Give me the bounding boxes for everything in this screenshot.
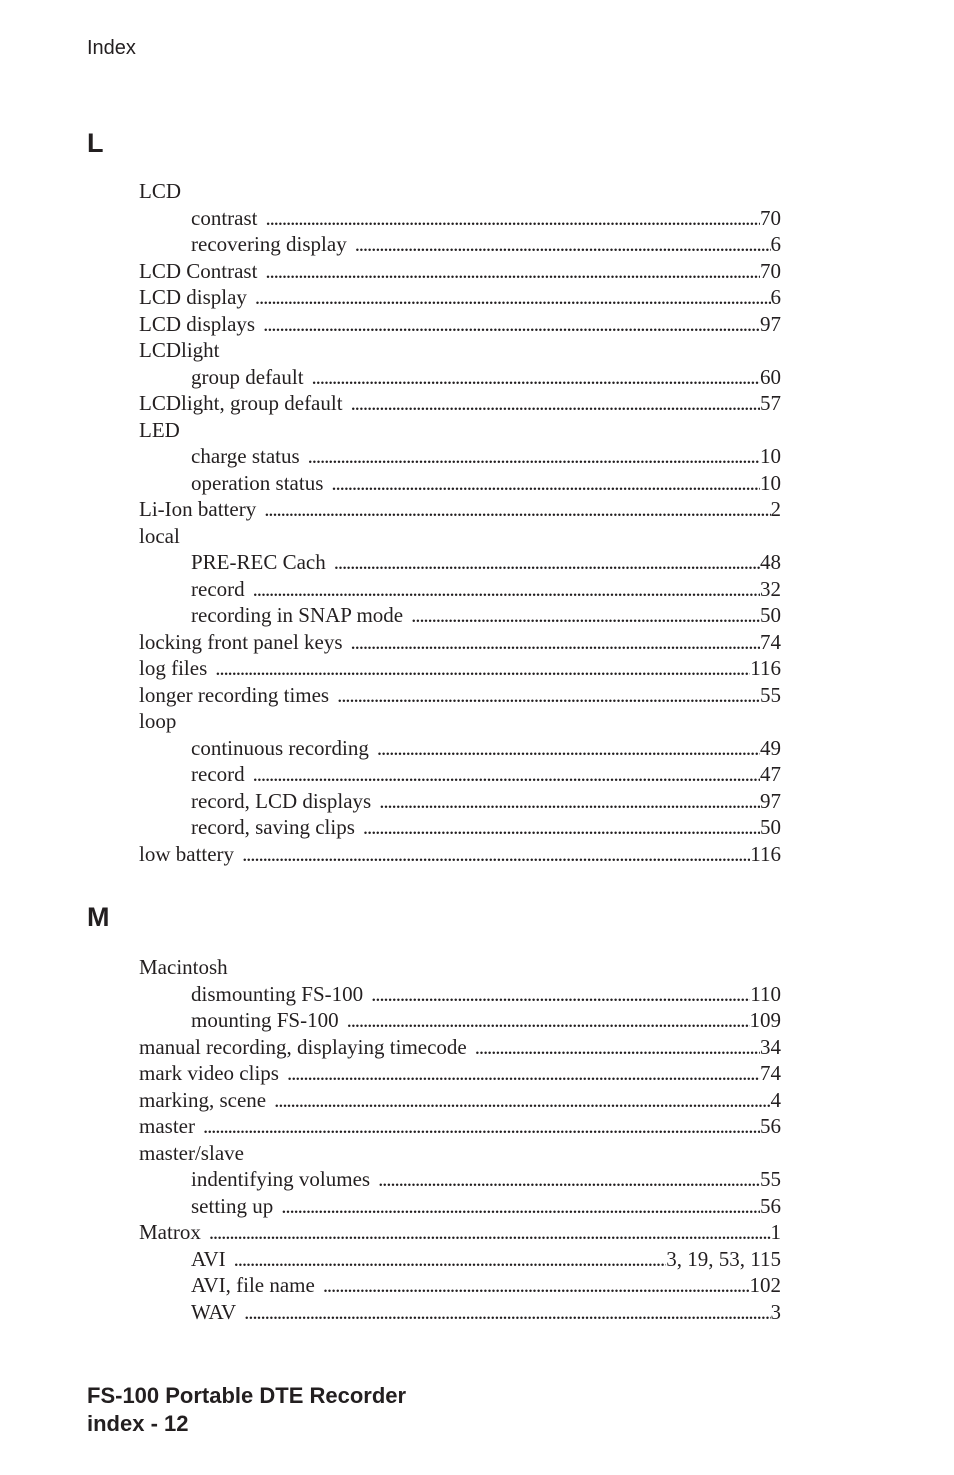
entry-term: record [191, 762, 245, 786]
dot-leader [274, 1087, 770, 1114]
entry-page-ref: 116 [750, 656, 781, 680]
entry-page-ref: 50 [760, 603, 781, 627]
entry-term: operation status [191, 470, 324, 495]
entry-term: AVI, file name [191, 1273, 315, 1297]
entry-term: LCD display [139, 285, 247, 309]
entry-term: WAV [191, 1299, 237, 1324]
dot-leader [337, 682, 760, 709]
entry-term: LCD Contrast [139, 258, 258, 283]
index-subentry [139, 788, 781, 815]
entry-term: setting up [191, 1193, 274, 1218]
entry-term: recording in SNAP mode [191, 603, 404, 627]
dot-leader [287, 1060, 760, 1087]
index-subentry [139, 602, 781, 629]
entry-page-ref: 70 [760, 205, 781, 230]
index-entry [139, 1087, 781, 1114]
entry-term: LED [139, 417, 180, 442]
index-entry [139, 390, 781, 417]
index-list-l [139, 178, 781, 867]
index-entry [139, 841, 781, 868]
entry-page-ref: 57 [760, 391, 781, 415]
entry-page-ref: 74 [760, 1061, 781, 1085]
entry-term: recovering display [191, 232, 347, 256]
dot-leader [264, 496, 770, 523]
entry-term: Li-Ion battery [139, 497, 257, 521]
entry-page-ref: 70 [760, 258, 781, 283]
index-subentry [139, 364, 781, 391]
index-list-m [139, 954, 781, 1325]
index-subentry [139, 981, 781, 1008]
entry-term: record [191, 576, 245, 601]
entry-page-ref: 56 [760, 1114, 781, 1138]
document-title: FS-100 Portable DTE Recorder [87, 1383, 407, 1408]
entry-term: LCDlight [139, 338, 220, 362]
entry-page-ref: 3 [770, 1299, 781, 1324]
entry-term: Macintosh [139, 955, 228, 979]
index-entry [139, 1219, 781, 1246]
index-entry [139, 496, 781, 523]
index-subentry [139, 205, 781, 232]
index-entry [139, 708, 781, 735]
section-letter-m: M [87, 902, 110, 932]
entry-page-ref: 55 [760, 1167, 781, 1191]
entry-term: mark video clips [139, 1061, 279, 1085]
index-subentry [139, 576, 781, 603]
dot-leader [215, 655, 750, 682]
dot-leader [334, 549, 760, 576]
entry-page-ref: 116 [750, 841, 781, 866]
dot-leader [351, 629, 760, 656]
entry-page-ref: 55 [760, 682, 781, 707]
dot-leader [255, 284, 771, 311]
index-subentry [139, 549, 781, 576]
entry-page-ref: 1 [770, 1220, 781, 1244]
entry-page-ref: 48 [760, 550, 781, 574]
index-entry [139, 417, 781, 444]
entry-term: locking front panel keys [139, 629, 343, 654]
entry-page-ref: 60 [760, 364, 781, 389]
index-entry [139, 258, 781, 285]
dot-leader [265, 205, 760, 232]
entry-term: group default [191, 364, 304, 389]
dot-leader [378, 1166, 760, 1193]
entry-term: dismounting FS-100 [191, 981, 364, 1006]
entry-term: indentifying volumes [191, 1167, 371, 1191]
entry-term: contrast [191, 205, 258, 230]
dot-leader [312, 364, 760, 391]
dot-leader [355, 231, 771, 258]
index-entry [139, 1113, 781, 1140]
dot-leader [234, 1246, 667, 1273]
index-entry [139, 311, 781, 338]
index-entry [139, 629, 781, 656]
page-footer [87, 1382, 406, 1438]
index-subentry [139, 231, 781, 258]
index-subentry [139, 1272, 781, 1299]
index-entry [139, 178, 781, 205]
entry-page-ref: 4 [770, 1087, 781, 1112]
entry-term: Matrox [139, 1220, 201, 1244]
dot-leader [347, 1007, 750, 1034]
index-entry [139, 954, 781, 981]
entry-term: AVI [191, 1246, 226, 1271]
entry-term: PRE-REC Cach [191, 550, 326, 574]
dot-leader [244, 1299, 770, 1326]
entry-page-ref: 102 [749, 1273, 781, 1297]
dot-leader [265, 258, 760, 285]
page-number: index - 12 [87, 1411, 189, 1436]
index-entry [139, 337, 781, 364]
entry-page-ref: 74 [760, 629, 781, 654]
dot-leader [308, 443, 760, 470]
index-subentry [139, 1299, 781, 1326]
entry-page-ref: 2 [770, 497, 781, 521]
entry-term: charge status [191, 444, 300, 468]
entry-page-ref: 110 [750, 981, 781, 1006]
entry-term: longer recording times [139, 682, 330, 707]
index-entry [139, 523, 781, 550]
dot-leader [331, 470, 760, 497]
index-subentry [139, 761, 781, 788]
dot-leader [253, 576, 760, 603]
entry-page-ref: 49 [760, 735, 781, 760]
index-subentry [139, 470, 781, 497]
dot-leader [209, 1219, 771, 1246]
entry-page-ref: 10 [760, 444, 781, 468]
entry-term: LCD displays [139, 311, 256, 336]
dot-leader [351, 390, 760, 417]
entry-page-ref: 6 [770, 232, 781, 256]
dot-leader [475, 1034, 760, 1061]
entry-term: marking, scene [139, 1087, 267, 1112]
dot-leader [377, 735, 760, 762]
dot-leader [281, 1193, 760, 1220]
entry-page-ref: 10 [760, 470, 781, 495]
dot-leader [242, 841, 750, 868]
dot-leader [371, 981, 750, 1008]
entry-term: master [139, 1114, 195, 1138]
entry-page-ref: 3, 19, 53, 115 [666, 1246, 781, 1271]
dot-leader [323, 1272, 750, 1299]
entry-term: mounting FS-100 [191, 1008, 339, 1032]
entry-term: low battery [139, 841, 235, 866]
section-letter-l: L [87, 128, 104, 158]
dot-leader [253, 761, 760, 788]
dot-leader [263, 311, 760, 338]
entry-page-ref: 50 [760, 815, 781, 839]
entry-page-ref: 56 [760, 1193, 781, 1218]
index-subentry [139, 735, 781, 762]
entry-term: master/slave [139, 1140, 244, 1165]
entry-page-ref: 97 [760, 311, 781, 336]
entry-page-ref: 47 [760, 762, 781, 786]
entry-page-ref: 6 [770, 285, 781, 309]
dot-leader [379, 788, 760, 815]
index-entry [139, 284, 781, 311]
index-subentry [139, 1166, 781, 1193]
dot-leader [411, 602, 760, 629]
entry-term: log files [139, 656, 208, 680]
entry-term: LCD [139, 179, 181, 203]
index-entry [139, 682, 781, 709]
entry-page-ref: 109 [749, 1008, 781, 1032]
entry-term: local [139, 523, 180, 548]
index-subentry [139, 1007, 781, 1034]
index-entry [139, 1034, 781, 1061]
index-entry [139, 1140, 781, 1167]
dot-leader [203, 1113, 760, 1140]
index-subentry [139, 1246, 781, 1273]
dot-leader [363, 814, 760, 841]
index-entry [139, 655, 781, 682]
entry-term: loop [139, 709, 177, 733]
entry-term: record, saving clips [191, 815, 355, 839]
entry-term: record, LCD displays [191, 788, 372, 813]
entry-page-ref: 34 [760, 1034, 781, 1059]
entry-page-ref: 32 [760, 576, 781, 601]
entry-term: manual recording, displaying timecode [139, 1034, 467, 1059]
index-subentry [139, 443, 781, 470]
index-subentry [139, 814, 781, 841]
index-subentry [139, 1193, 781, 1220]
entry-term: LCDlight, group default [139, 391, 343, 415]
entry-term: continuous recording [191, 735, 369, 760]
index-entry [139, 1060, 781, 1087]
running-header: Index [87, 37, 136, 59]
entry-page-ref: 97 [760, 788, 781, 813]
